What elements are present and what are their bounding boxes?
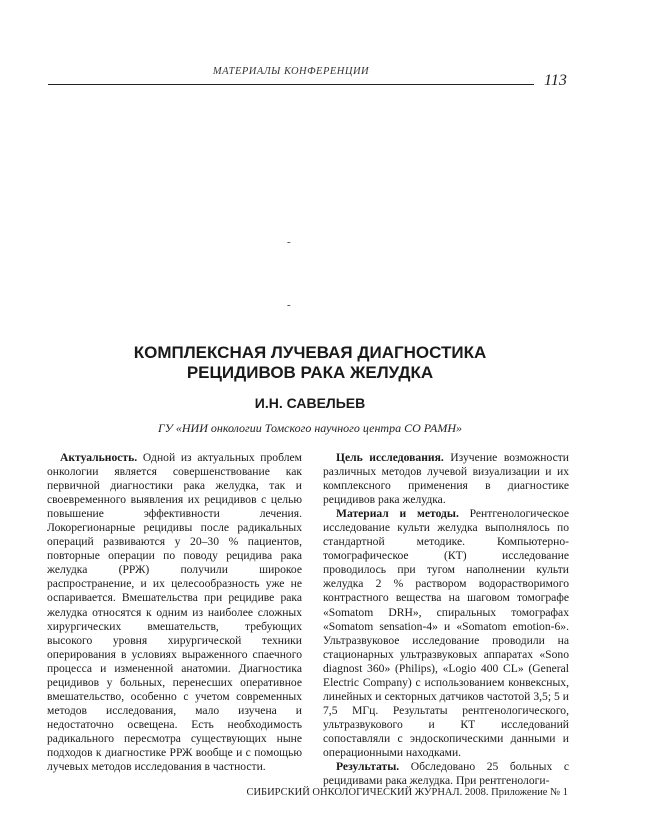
methods-paragraph: [323, 507, 569, 760]
results-body: Обследовано 25 больных с рецидивами рака желудка. При рентгенологи-: [323, 760, 569, 788]
methods-heading: Материал и методы.: [336, 507, 459, 521]
dash-mark-bottom: -: [287, 299, 291, 311]
results-heading: Результаты.: [336, 760, 400, 774]
aim-body: Изучение возможности различных методов лучевой визуализации и их комплексного применения в диагностике рецидивов рака желудка.: [323, 451, 569, 507]
journal-footer: СИБИРСКИЙ ОНКОЛОГИЧЕСКИЙ ЖУРНАЛ. 2008. Приложение № 1: [246, 787, 568, 798]
aim-heading: Цель исследования.: [336, 451, 444, 464]
author-affiliation: ГУ «НИИ онкологии Томского научного центра СО РАМН»: [157, 421, 463, 435]
dash-mark-top: -: [287, 236, 291, 248]
left-column: [47, 451, 302, 774]
article-title: [0, 343, 620, 383]
header-rule: [48, 84, 534, 85]
header-caption: МАТЕРИАЛЫ КОНФЕРЕНЦИИ: [212, 66, 370, 77]
title-line-2: РЕЦИДИВОВ РАКА ЖЕЛУДКА: [186, 363, 434, 382]
author-name: И.Н. САВЕЛЬЕВ: [254, 395, 366, 411]
relevance-body: Одной из актуальных проблем онкологии является совершенствование как первичной диагностики рака желудка, так и своевременного выявления их рецидивов с целью повышение эффективности лечения. Локорегионарные рецидивы после радикальных операций развиваются у 20–30 % пациентов, повторные операции по поводу рецидива рака желудка (РРЖ) получили широкое распространение, и их целесообразность уже не оспаривается. Вмешательства при рецидиве рака желудка относятся к одним из наиболее сложных хирургических вмешательств, требующих высокого уровня хирургической техники оперирования в условиях выраженного спаечного процесса и измененной анатомии. Диагностика рецидивов у больных, перенесших оперативное вмешательство, особенно с учетом современных методов исследования, мало изучена и недостаточно освещена. Есть необходимость радикального пересмотра существующих ныне подходов к диагностике РРЖ вообще и с помощью лучевых методов исследования в частности.: [47, 451, 302, 774]
title-line-1: КОМПЛЕКСНАЯ ЛУЧЕВАЯ ДИАГНОСТИКА: [133, 343, 487, 362]
aim-paragraph: [323, 451, 569, 507]
right-column: [323, 451, 569, 788]
relevance-paragraph: [47, 451, 302, 774]
methods-body: Рентгенологическое исследование культи желудка выполнялось по стандартной методике. Компьютерно-томографическое (КТ) исследование проводилось при тугом наполнении культи желудка 2 % раствором водорастворимого контрастного вещества на шаговом томографе «Somatom DRH», спиральных томографах «Somatom sensation-4» и «Somatom emotion-6». Ультразвуковое исследование проводили на стационарных ультразвуковых аппаратах «Sono diagnost 360» (Philips), «Logio 400 CL» (General Electric Company) с использованием конвексных, линейных и секторных датчиков частотой 3,5; 5 и 7,5 МГц. Результаты рентгенологического, ультразвукового и КТ исследований сопоставляли с эндоскопическими данными и операционными находками.: [323, 507, 569, 759]
relevance-heading: Актуальность.: [60, 451, 138, 464]
results-paragraph: [323, 760, 569, 788]
page-number: 113: [544, 72, 567, 89]
